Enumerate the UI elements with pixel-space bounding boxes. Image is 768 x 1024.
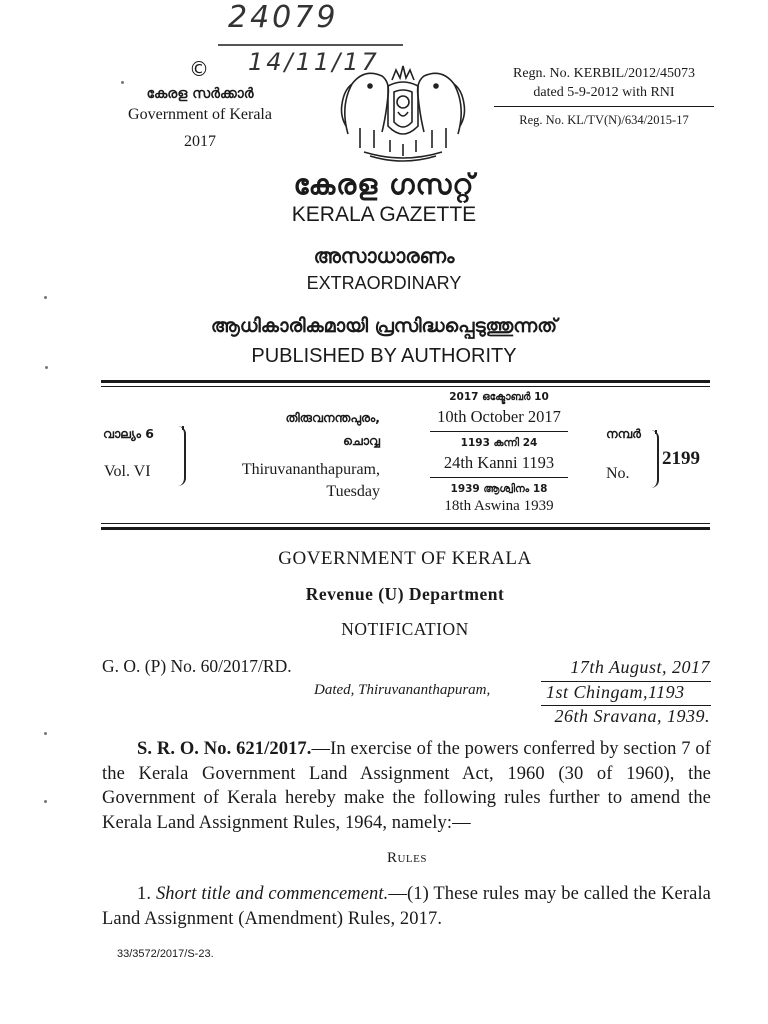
place-ml: തിരുവനന്തപുരം, xyxy=(285,410,380,425)
scan-speck xyxy=(121,81,124,84)
go-number: G. O. (P) No. 60/2017/RD. xyxy=(102,656,292,676)
publisher-ml: കേരള സർക്കാർ xyxy=(146,86,254,102)
publisher-en: Government of Kerala xyxy=(128,106,272,123)
handwritten-date: 14/11/17 xyxy=(248,48,380,76)
number-bracket xyxy=(649,430,659,488)
issue-bottom-rule-thin xyxy=(101,523,710,524)
regn-no-1: Regn. No. KERBIL/2012/45073 xyxy=(513,66,695,81)
rule-1-title: Short title and commencement. xyxy=(155,884,389,904)
scan-speck xyxy=(45,366,48,369)
issue-bottom-rule xyxy=(101,527,710,530)
date2-ml: 1193 കന്നി 24 xyxy=(460,437,538,449)
volume-en: Vol. VI xyxy=(104,463,151,480)
sro-number: S. R. O. No. 621/2017. xyxy=(137,739,312,759)
date2-en: 24th Kanni 1193 xyxy=(443,453,555,472)
rule-1-text: —(1) These rules may be called the Kerala Land Assignment (Amendment) Rules, 2017. xyxy=(102,884,711,929)
regn-no-2: Reg. No. KL/TV(N)/634/2015-17 xyxy=(519,113,689,127)
number-label-en: No. xyxy=(606,465,630,482)
handwritten-underline xyxy=(218,44,403,46)
date3-en: 18th Aswina 1939 xyxy=(444,498,554,514)
day-en: Tuesday xyxy=(326,483,380,500)
issue-number: 2199 xyxy=(662,448,700,469)
issue-top-rule xyxy=(101,380,710,383)
gazette-title-ml: കേരള ഗസറ്റ് xyxy=(293,168,475,201)
extraordinary-en: EXTRAORDINARY xyxy=(306,273,462,293)
date-divider-1 xyxy=(430,431,568,432)
footer-code: 33/3572/2017/S-23. xyxy=(117,948,214,960)
date1-en: 10th October 2017 xyxy=(437,407,561,426)
publisher-year: 2017 xyxy=(184,133,216,150)
volume-ml: വാല്യം 6 xyxy=(103,426,154,441)
rule-1-number: 1. xyxy=(137,884,156,904)
notification-heading: NOTIFICATION xyxy=(341,619,469,639)
handwritten-number: 24079 xyxy=(228,0,339,35)
place-en: Thiruvananthapuram, xyxy=(241,461,380,478)
rules-heading: Rules xyxy=(386,850,427,866)
issue-top-rule-thin xyxy=(101,386,710,387)
government-heading: GOVERNMENT OF KERALA xyxy=(278,548,532,569)
date1-ml: 2017 ഒക്ടോബർ 10 xyxy=(449,391,549,403)
scan-speck xyxy=(44,732,47,735)
date-malayalam-era: 1st Chingam,1193 xyxy=(546,682,685,702)
date-divider-2 xyxy=(430,477,568,478)
extraordinary-ml: അസാധാരണം xyxy=(313,244,455,268)
copyright-symbol: © xyxy=(189,57,209,81)
scan-speck xyxy=(44,296,47,299)
sro-text: —In exercise of the powers conferred by section 7 of the Kerala Government Land Assignment Act, 1960 (30 of 1960), the Government of Kerala hereby make the following rules further to amend the Kerala Land Assignment Rules, 1964, namely:— xyxy=(102,739,711,833)
date-gregorian: 17th August, 2017 xyxy=(570,657,710,677)
date3-ml: 1939 ആശ്വിനം 18 xyxy=(450,483,548,495)
sro-paragraph xyxy=(102,737,711,835)
gazette-title-en: KERALA GAZETTE xyxy=(291,203,477,226)
published-authority-ml: ആധികാരികമായി പ്രസിദ്ധപ്പെടുത്തുന്നത് xyxy=(210,315,558,337)
number-label-ml: നമ്പർ xyxy=(606,426,641,441)
rule-1-paragraph xyxy=(102,882,711,931)
scan-speck xyxy=(44,800,47,803)
dated-label: Dated, Thiruvananthapuram, xyxy=(314,682,491,698)
published-authority-en: PUBLISHED BY AUTHORITY xyxy=(251,345,517,367)
regn-divider xyxy=(494,106,714,107)
day-ml: ചൊവ്വ xyxy=(342,433,380,448)
kerala-emblem-icon xyxy=(330,56,476,168)
department-heading: Revenue (U) Department xyxy=(305,584,505,604)
regn-dated: dated 5-9-2012 with RNI xyxy=(533,85,675,100)
date-saka: 26th Sravana, 1939. xyxy=(554,706,710,726)
